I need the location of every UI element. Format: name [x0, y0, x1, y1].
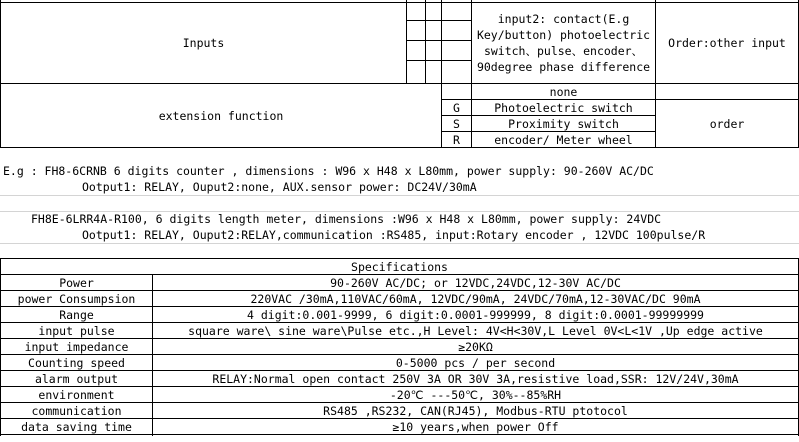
example-2-line-1: FH8E-6LRR4A-R100, 6 digits length meter, dimensions :W96 x H48 x L80mm, power supply: 24VDC — [31, 212, 662, 226]
spec-row-divider — [0, 434, 799, 435]
spec-label: environment — [38, 387, 115, 402]
specifications-title: Specifications — [351, 259, 448, 274]
spec-label: power Consumpsion — [17, 291, 136, 306]
spec-label: alarm output — [34, 371, 119, 386]
spec-value: ≥10 years,when power Off — [392, 419, 559, 434]
ext-code-g: G — [453, 100, 460, 115]
extension-function-label: extension function — [158, 108, 284, 123]
example-2-line-2: Ootput1: RELAY, Ouput2:RELAY,communication :RS485, input:Rotary encoder , 12VDC 100pulse/R — [82, 228, 706, 242]
order-label: order — [709, 116, 745, 131]
spec-label: input pulse — [38, 323, 115, 338]
spec-value: 90-260V AC/DC; or 12VDC,24VDC,12-30V AC/DC — [330, 275, 621, 290]
sheet-gridline — [0, 243, 799, 244]
ext-option-none: none — [549, 84, 578, 99]
input2-description: input2: contact(E.g Key/button) photoelectric switch、pulse、encoder、90degree phase difference — [476, 12, 651, 74]
ext-code-r: R — [453, 132, 460, 147]
spec-label: Counting speed — [28, 355, 125, 370]
spec-value: RELAY:Normal open contact 250V 3A OR 30V 3A,resistive load,SSR: 12V/24V,30mA — [212, 371, 739, 386]
sheet-gridline — [0, 195, 799, 196]
spec-value: 4 digit:0.001-9999, 6 digit:0.0001-999999, 8 digit:0.0001-99999999 — [247, 307, 704, 322]
ext-option-photoelectric: Photoelectric switch — [494, 100, 633, 115]
spec-value: square ware\ sine ware\Pulse etc.,H Level: 4V<H<30V,L Level 0V<L<1V ,Up edge active — [188, 323, 763, 338]
spec-label: Range — [59, 307, 94, 322]
ext-option-proximity: Proximity switch — [508, 116, 619, 131]
spec-label: communication — [31, 403, 122, 418]
spec-value: -20℃ ---50℃, 30%--85%RH — [389, 387, 562, 402]
ext-option-encoder: encoder/ Meter wheel — [494, 132, 633, 147]
spec-label: Power — [59, 275, 94, 290]
spec-label: input impedance — [24, 339, 129, 354]
example-1-line-1: E.g : FH8-6CRNB 6 digits counter , dimensions : W96 x H48 x L80mm, power supply: 90-260V AC/DC — [3, 164, 654, 178]
spec-value: 0-5000 pcs / per second — [395, 355, 556, 370]
spec-value: ≥20KΩ — [458, 339, 493, 354]
spec-value: RS485 ,RS232, CAN(RJ45), Modbus-RTU ptotocol — [323, 403, 628, 418]
spec-label: data saving time — [21, 419, 132, 434]
inputs-label: Inputs — [182, 36, 225, 50]
ext-code-s: S — [453, 116, 460, 131]
order-other-input: Order:other input — [668, 36, 786, 50]
example-1-line-2: Ootput1: RELAY, Ouput2:none, AUX.sensor power: DC24V/30mA — [82, 180, 477, 194]
spec-value: 220VAC /30mA,110VAC/60mA, 12VDC/90mA, 24VDC/70mA,12-30VAC/DC 90mA — [250, 291, 701, 306]
